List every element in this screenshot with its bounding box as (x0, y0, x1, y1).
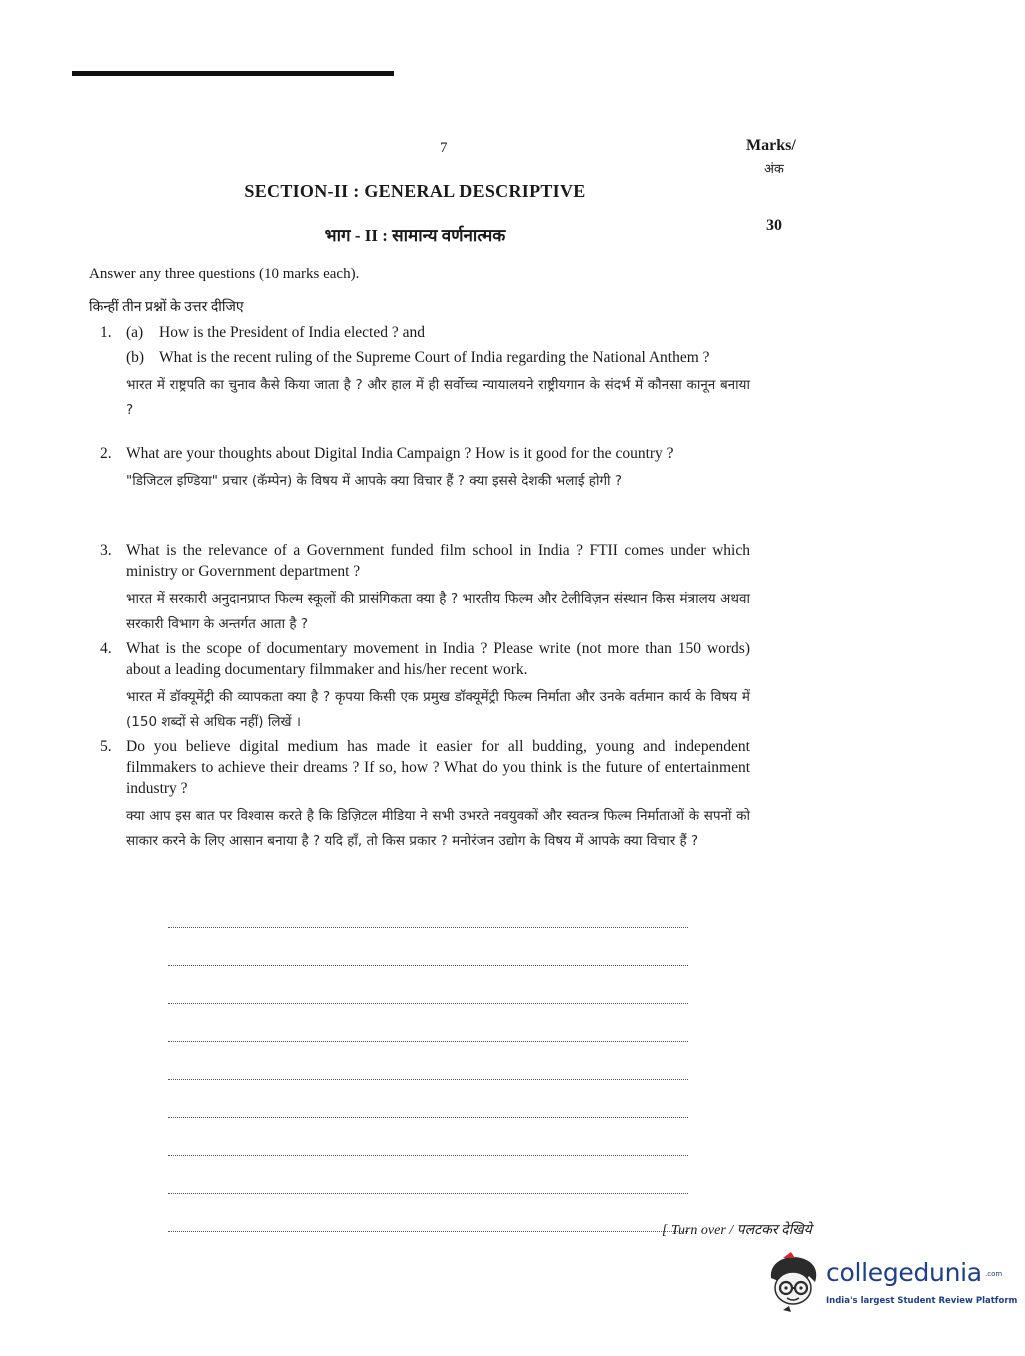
answer-line (168, 1194, 688, 1232)
top-rule (72, 71, 394, 76)
question-text: Do you believe digital medium has made it easier for all budding, young and independent filmmakers to achieve their dreams ? If so, how ? What do you think is the future of entertainment industry ? (126, 738, 750, 797)
logo-tagline: India's largest Student Review Platform (826, 1296, 1018, 1306)
question-text: What is the scope of documentary movement in India ? Please write (not more than 150 words) about a leading documentary filmmaker and his/her recent work. (126, 640, 750, 678)
question-hindi: भारत में राष्ट्रपति का चुनाव कैसे किया जाता है ? और हाल में ही सर्वोच्च न्यायालयने राष्ट्रीयगान के संदर्भ में कौनसा कानून बनाया ? (126, 377, 750, 418)
instructions: Answer any three questions (10 marks each). (89, 266, 360, 282)
section-title-hindi: भाग - II : सामान्य वर्णनात्मक (324, 226, 506, 245)
question-1 (100, 322, 750, 423)
question-part-b (126, 347, 750, 368)
answer-line (168, 1004, 688, 1042)
part-label: (a) (126, 324, 144, 341)
answer-line (168, 966, 688, 1004)
section-title: SECTION-II : GENERAL DESCRIPTIVE (244, 181, 586, 201)
question-number: 2. (100, 445, 112, 462)
answer-lines (168, 890, 688, 1232)
question-hindi: भारत में डॉक्यूमेंट्री की व्यापकता क्या है ? कृपया किसी एक प्रमुख डॉक्यूमेंट्री फिल्म निर्माता और उनके वर्तमान कार्य के विषय में (150 शब्दों से अधिक नहीं) लिखें । (126, 689, 750, 730)
answer-line (168, 1042, 688, 1080)
question-number: 5. (100, 738, 112, 755)
marks-label-hindi: अंक (764, 161, 784, 176)
part-label: (b) (126, 349, 145, 366)
answer-line (168, 1080, 688, 1118)
question-number: 1. (100, 324, 112, 341)
answer-line (168, 890, 688, 928)
part-text: What is the recent ruling of the Supreme Court of India regarding the National Anthem ? (159, 349, 710, 366)
page-number: 7 (440, 140, 448, 156)
answer-line (168, 1118, 688, 1156)
question-hindi: क्या आप इस बात पर विश्वास करते है कि डिज़िटल मीडिया ने सभी उभरते नवयुवकों और स्वतन्त्र फिल्म निर्माताओं के सपनों को साकार करने के लिए आसान बनाया है ? यदि हाँ, तो किस प्रकार ? मनोरंजन उद्योग के विषय में आपके क्या विचार हैं ? (126, 808, 750, 849)
logo-domain-suffix: .com (985, 1270, 1003, 1278)
question-4 (100, 638, 750, 735)
question-2 (100, 443, 750, 494)
question-5 (100, 736, 750, 854)
marks-label: Marks/ (746, 137, 796, 154)
question-hindi: "डिजिटल इण्डिया" प्रचार (कॅम्पेन) के विषय में आपके क्या विचार हैं ? क्या इससे देशकी भलाई होगी ? (126, 473, 623, 489)
question-hindi: भारत में सरकारी अनुदानप्राप्त फिल्म स्कूलों की प्रासंगिकता क्या है ? भारतीय फिल्म और टेलीविज़न संस्थान किस मंत्रालय अथवा सरकारी विभाग के अन्तर्गत आता है ? (126, 591, 750, 632)
turn-over-note: [ Turn over / पलटकर देखिये (662, 1223, 812, 1238)
answer-line (168, 1156, 688, 1194)
question-3 (100, 540, 750, 637)
section-total-marks: 30 (766, 217, 782, 234)
question-number: 4. (100, 640, 112, 657)
instructions-hindi: किन्हीं तीन प्रश्नों के उत्तर दीजिए (89, 300, 244, 315)
question-text: What is the relevance of a Government funded film school in India ? FTII comes under which ministry or Government department ? (126, 542, 750, 580)
answer-line (168, 928, 688, 966)
question-number: 3. (100, 542, 112, 559)
logo-wordmark: collegedunia (826, 1258, 982, 1287)
collegedunia-mascot-icon (765, 1252, 825, 1314)
question-text: What are your thoughts about Digital India Campaign ? How is it good for the country ? (126, 445, 674, 462)
question-part-a (126, 322, 750, 343)
part-text: How is the President of India elected ? and (159, 324, 425, 341)
